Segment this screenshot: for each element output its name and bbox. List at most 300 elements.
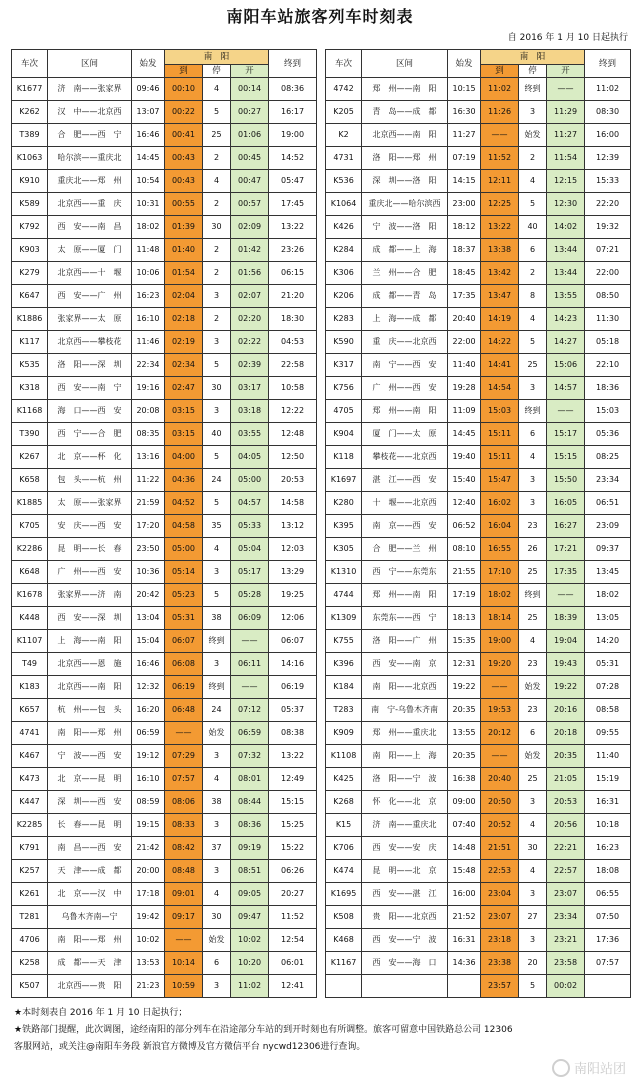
route: 南 阳——上 海 xyxy=(362,745,448,768)
stop-minutes: 5 xyxy=(203,584,231,607)
table-row xyxy=(12,101,317,124)
terminal-arrival: 12:49 xyxy=(269,768,317,791)
route: 深 圳——西 安 xyxy=(48,791,132,814)
stop-minutes: 5 xyxy=(519,975,547,998)
arrive-time: 02:04 xyxy=(165,285,203,308)
timetable-right xyxy=(325,49,631,998)
train-number: T49 xyxy=(12,653,48,676)
origin-departure: 13:16 xyxy=(132,446,165,469)
terminal-arrival: 17:36 xyxy=(585,929,631,952)
train-number: K590 xyxy=(326,331,362,354)
stop-minutes: 4 xyxy=(203,170,231,193)
arrive-time: 14:41 xyxy=(481,354,519,377)
table-row xyxy=(12,584,317,607)
table-row xyxy=(326,170,631,193)
stop-minutes: 终到 xyxy=(519,400,547,423)
terminal-arrival: 10:58 xyxy=(269,377,317,400)
depart-time: 11:54 xyxy=(547,147,585,170)
stop-minutes: 24 xyxy=(203,469,231,492)
depart-time: 05:28 xyxy=(231,584,269,607)
train-number: K261 xyxy=(12,883,48,906)
train-number: K507 xyxy=(12,975,48,998)
depart-time: 08:44 xyxy=(231,791,269,814)
route: 北京西——贵 阳 xyxy=(48,975,132,998)
train-number: T281 xyxy=(12,906,48,929)
origin-departure: 12:40 xyxy=(448,492,481,515)
terminal-arrival: 18:36 xyxy=(585,377,631,400)
terminal-arrival: 11:02 xyxy=(585,78,631,101)
table-row xyxy=(12,906,317,929)
depart-time: 06:59 xyxy=(231,722,269,745)
depart-time: 11:29 xyxy=(547,101,585,124)
stop-minutes: 23 xyxy=(519,699,547,722)
route: 南 阳——郑 州 xyxy=(48,929,132,952)
stop-minutes: 3 xyxy=(519,377,547,400)
stop-minutes: 25 xyxy=(519,607,547,630)
stop-minutes: 始发 xyxy=(203,722,231,745)
origin-departure: 18:45 xyxy=(448,262,481,285)
depart-time: 15:06 xyxy=(547,354,585,377)
arrive-time: 19:00 xyxy=(481,630,519,653)
depart-time: 15:17 xyxy=(547,423,585,446)
arrive-time: 13:47 xyxy=(481,285,519,308)
depart-time: 22:57 xyxy=(547,860,585,883)
route: 南 阳——郑 州 xyxy=(48,722,132,745)
stop-minutes: 2 xyxy=(203,147,231,170)
origin-departure: 16:30 xyxy=(448,101,481,124)
table-row xyxy=(326,101,631,124)
depart-time: 01:56 xyxy=(231,262,269,285)
table-row xyxy=(12,814,317,837)
table-row xyxy=(326,952,631,975)
route: 东莞东——西 宁 xyxy=(362,607,448,630)
arrive-time: 23:04 xyxy=(481,883,519,906)
stop-minutes: 始发 xyxy=(519,124,547,147)
train-number: K903 xyxy=(12,239,48,262)
terminal-arrival: 23:34 xyxy=(585,469,631,492)
train-number: K910 xyxy=(12,170,48,193)
depart-time: 20:18 xyxy=(547,722,585,745)
origin-departure: 10:54 xyxy=(132,170,165,193)
arrive-time: 10:59 xyxy=(165,975,203,998)
train-number: K792 xyxy=(12,216,48,239)
train-number: K183 xyxy=(12,676,48,699)
table-row xyxy=(12,722,317,745)
origin-departure: 21:42 xyxy=(132,837,165,860)
route: 太 原——张家界 xyxy=(48,492,132,515)
table-row xyxy=(12,78,317,101)
route: 湛 江——西 安 xyxy=(362,469,448,492)
origin-departure: 20:40 xyxy=(448,308,481,331)
terminal-arrival: 13:12 xyxy=(269,515,317,538)
table-row xyxy=(326,906,631,929)
table-row xyxy=(12,837,317,860)
terminal-arrival: 22:58 xyxy=(269,354,317,377)
depart-time: —— xyxy=(231,630,269,653)
train-number: K117 xyxy=(12,331,48,354)
stop-minutes: 30 xyxy=(203,377,231,400)
table-row xyxy=(12,538,317,561)
stop-minutes: 5 xyxy=(203,446,231,469)
train-number: K756 xyxy=(326,377,362,400)
train-number: K909 xyxy=(326,722,362,745)
origin-departure: 19:12 xyxy=(132,745,165,768)
header-station: 南 阳 xyxy=(481,50,585,65)
route: 西 宁——东莞东 xyxy=(362,561,448,584)
route: 洛 阳——深 圳 xyxy=(48,354,132,377)
train-number: K1107 xyxy=(12,630,48,653)
stop-minutes: 3 xyxy=(519,101,547,124)
terminal-arrival: 13:22 xyxy=(269,216,317,239)
origin-departure: 18:13 xyxy=(448,607,481,630)
depart-time: 00:27 xyxy=(231,101,269,124)
terminal-arrival: 19:32 xyxy=(585,216,631,239)
route: 西 安——安 庆 xyxy=(362,837,448,860)
terminal-arrival: 15:15 xyxy=(269,791,317,814)
route: 西 宁——合 肥 xyxy=(48,423,132,446)
arrive-time: 16:02 xyxy=(481,492,519,515)
train-number: K258 xyxy=(12,952,48,975)
origin-departure: 11:22 xyxy=(132,469,165,492)
depart-time: 08:51 xyxy=(231,860,269,883)
origin-departure: 20:08 xyxy=(132,400,165,423)
notes xyxy=(14,1005,626,1056)
table-row xyxy=(326,262,631,285)
terminal-arrival: 23:09 xyxy=(585,515,631,538)
terminal-arrival: 14:58 xyxy=(269,492,317,515)
train-number: K184 xyxy=(326,676,362,699)
depart-time: 12:15 xyxy=(547,170,585,193)
train-number: K473 xyxy=(12,768,48,791)
stop-minutes: 3 xyxy=(203,331,231,354)
terminal-arrival: 13:22 xyxy=(269,745,317,768)
origin-departure: 14:36 xyxy=(448,952,481,975)
train-number: T389 xyxy=(12,124,48,147)
route: 郑 州——重庆北 xyxy=(362,722,448,745)
table-row xyxy=(326,147,631,170)
note-line: ★铁路部门提醒，此次调图，途经南阳的部分列车在沿途部分车站的到开时刻也有所调整。旅客可留意中国铁路总公司 12306 xyxy=(14,1025,513,1035)
terminal-arrival: 12:06 xyxy=(269,607,317,630)
stop-minutes: 3 xyxy=(203,975,231,998)
table-row xyxy=(12,699,317,722)
train-number: K206 xyxy=(326,285,362,308)
route: 青 岛——成 都 xyxy=(362,101,448,124)
arrive-time: 08:33 xyxy=(165,814,203,837)
arrive-time: 15:03 xyxy=(481,400,519,423)
depart-time: 06:11 xyxy=(231,653,269,676)
stop-minutes: 2 xyxy=(519,262,547,285)
depart-time: 01:42 xyxy=(231,239,269,262)
route: 郑 州——南 阳 xyxy=(362,584,448,607)
origin-departure: 19:16 xyxy=(132,377,165,400)
header-depart: 开 xyxy=(547,65,585,78)
watermark-text: 南阳站团 xyxy=(573,1062,626,1077)
train-number: K1677 xyxy=(12,78,48,101)
table-row xyxy=(12,308,317,331)
arrive-time: 20:50 xyxy=(481,791,519,814)
depart-time: 19:43 xyxy=(547,653,585,676)
table-row xyxy=(326,446,631,469)
route: 哈尔滨——重庆北 xyxy=(48,147,132,170)
table-row xyxy=(12,377,317,400)
terminal-arrival: 12:50 xyxy=(269,446,317,469)
origin-departure: 23:00 xyxy=(448,193,481,216)
route: 北京西——十 堰 xyxy=(48,262,132,285)
train-number: K536 xyxy=(326,170,362,193)
origin-departure: 14:15 xyxy=(448,170,481,193)
arrive-time: 14:54 xyxy=(481,377,519,400)
header-train: 车次 xyxy=(12,50,48,78)
terminal-arrival: 15:33 xyxy=(585,170,631,193)
table-row xyxy=(326,699,631,722)
train-number: K1885 xyxy=(12,492,48,515)
header-terminal-arr: 终到 xyxy=(269,50,317,78)
origin-departure: 22:00 xyxy=(448,331,481,354)
train-number: K284 xyxy=(326,239,362,262)
terminal-arrival: 11:30 xyxy=(585,308,631,331)
arrive-time: 00:55 xyxy=(165,193,203,216)
terminal-arrival: 07:28 xyxy=(585,676,631,699)
train-number: K467 xyxy=(12,745,48,768)
stop-minutes: 25 xyxy=(519,561,547,584)
train-number: K2 xyxy=(326,124,362,147)
route: 北京西——南 阳 xyxy=(48,676,132,699)
route: 北 京——汉 中 xyxy=(48,883,132,906)
table-row xyxy=(12,262,317,285)
route: 重 庆——北京西 xyxy=(362,331,448,354)
depart-time: —— xyxy=(547,400,585,423)
terminal-arrival: 11:40 xyxy=(585,745,631,768)
header-route: 区间 xyxy=(362,50,448,78)
train-number: K755 xyxy=(326,630,362,653)
origin-departure: 06:59 xyxy=(132,722,165,745)
train-number: 4705 xyxy=(326,400,362,423)
origin-departure: 15:48 xyxy=(448,860,481,883)
origin-departure: 08:35 xyxy=(132,423,165,446)
depart-time: 07:12 xyxy=(231,699,269,722)
depart-time: 11:02 xyxy=(231,975,269,998)
origin-departure: 10:15 xyxy=(448,78,481,101)
route: 昆 明——北 京 xyxy=(362,860,448,883)
terminal-arrival: 15:19 xyxy=(585,768,631,791)
route: 北 京——杯 化 xyxy=(48,446,132,469)
stop-minutes: 5 xyxy=(203,354,231,377)
table-row xyxy=(326,745,631,768)
arrive-time: 04:58 xyxy=(165,515,203,538)
table-row xyxy=(326,308,631,331)
table-row xyxy=(12,170,317,193)
table-row xyxy=(326,515,631,538)
terminal-arrival: 04:53 xyxy=(269,331,317,354)
terminal-arrival: 08:38 xyxy=(269,722,317,745)
table-row xyxy=(12,331,317,354)
arrive-time: 22:53 xyxy=(481,860,519,883)
depart-time: 17:35 xyxy=(547,561,585,584)
arrive-time: 02:18 xyxy=(165,308,203,331)
route: 太 原——厦 门 xyxy=(48,239,132,262)
depart-time: 03:17 xyxy=(231,377,269,400)
train-number: K267 xyxy=(12,446,48,469)
route: 北京西——攀枝花 xyxy=(48,331,132,354)
train-number: K474 xyxy=(326,860,362,883)
stop-minutes: 始发 xyxy=(203,929,231,952)
terminal-arrival: 06:26 xyxy=(269,860,317,883)
table-row xyxy=(326,78,631,101)
depart-time: 04:05 xyxy=(231,446,269,469)
watermark xyxy=(552,1058,626,1077)
table-row xyxy=(12,676,317,699)
route: 洛 阳——宁 波 xyxy=(362,768,448,791)
arrive-time: 14:19 xyxy=(481,308,519,331)
arrive-time: 00:43 xyxy=(165,170,203,193)
terminal-arrival: 08:36 xyxy=(269,78,317,101)
depart-time: 09:05 xyxy=(231,883,269,906)
route: 张家界——济 南 xyxy=(48,584,132,607)
arrive-time: 12:25 xyxy=(481,193,519,216)
stop-minutes: 2 xyxy=(519,147,547,170)
route: 北京西——南 阳 xyxy=(362,124,448,147)
stop-minutes: 20 xyxy=(519,952,547,975)
header-terminal-arr: 终到 xyxy=(585,50,631,78)
stop-minutes: 4 xyxy=(519,446,547,469)
terminal-arrival: 22:10 xyxy=(585,354,631,377)
arrive-time: 12:11 xyxy=(481,170,519,193)
route: 成 都——上 海 xyxy=(362,239,448,262)
stop-minutes: 4 xyxy=(203,768,231,791)
origin-departure: 15:04 xyxy=(132,630,165,653)
terminal-arrival: 10:18 xyxy=(585,814,631,837)
train-number: 4706 xyxy=(12,929,48,952)
route: 贵 阳——北京西 xyxy=(362,906,448,929)
stop-minutes: 37 xyxy=(203,837,231,860)
stop-minutes: 3 xyxy=(519,492,547,515)
arrive-time: 10:14 xyxy=(165,952,203,975)
terminal-arrival: 07:21 xyxy=(585,239,631,262)
table-row xyxy=(326,975,631,998)
terminal-arrival: 19:25 xyxy=(269,584,317,607)
arrive-time: 08:48 xyxy=(165,860,203,883)
route: 合 肥——兰 州 xyxy=(362,538,448,561)
route: 南 京——西 安 xyxy=(362,515,448,538)
wechat-logo-icon xyxy=(552,1059,570,1077)
stop-minutes: 终到 xyxy=(203,676,231,699)
table-row xyxy=(12,607,317,630)
depart-time: 15:15 xyxy=(547,446,585,469)
terminal-arrival: 22:20 xyxy=(585,193,631,216)
train-number: T390 xyxy=(12,423,48,446)
origin-departure: 19:15 xyxy=(132,814,165,837)
train-number: K468 xyxy=(326,929,362,952)
terminal-arrival: 08:50 xyxy=(585,285,631,308)
train-number: K257 xyxy=(12,860,48,883)
table-row xyxy=(12,860,317,883)
stop-minutes: 30 xyxy=(203,906,231,929)
origin-departure: 16:20 xyxy=(132,699,165,722)
stop-minutes: 2 xyxy=(203,193,231,216)
depart-time: —— xyxy=(231,676,269,699)
arrive-time: 01:54 xyxy=(165,262,203,285)
arrive-time: 13:42 xyxy=(481,262,519,285)
table-row xyxy=(12,745,317,768)
route: 济 南——张家界 xyxy=(48,78,132,101)
arrive-time: 08:06 xyxy=(165,791,203,814)
stop-minutes: 3 xyxy=(203,814,231,837)
depart-time: 06:09 xyxy=(231,607,269,630)
note-line: ★本时刻表自 2016 年 1 月 10 日起执行； xyxy=(14,1008,188,1018)
stop-minutes: 2 xyxy=(203,308,231,331)
train-number: K657 xyxy=(12,699,48,722)
table-row xyxy=(12,239,317,262)
depart-time: 12:30 xyxy=(547,193,585,216)
arrive-time: 11:52 xyxy=(481,147,519,170)
arrive-time: 04:36 xyxy=(165,469,203,492)
route: 北京西——恩 施 xyxy=(48,653,132,676)
origin-departure: 14:45 xyxy=(132,147,165,170)
origin-departure: 13:04 xyxy=(132,607,165,630)
depart-time: 03:18 xyxy=(231,400,269,423)
train-number: K395 xyxy=(326,515,362,538)
origin-departure: 21:52 xyxy=(448,906,481,929)
depart-time: 15:50 xyxy=(547,469,585,492)
depart-time: 02:39 xyxy=(231,354,269,377)
route: 西 安——湛 江 xyxy=(362,883,448,906)
train-number: K658 xyxy=(12,469,48,492)
arrive-time: 23:07 xyxy=(481,906,519,929)
route: 洛 阳——郑 州 xyxy=(362,147,448,170)
arrive-time: 06:08 xyxy=(165,653,203,676)
table-row xyxy=(326,630,631,653)
route xyxy=(362,975,448,998)
terminal-arrival: 15:25 xyxy=(269,814,317,837)
depart-time: 02:22 xyxy=(231,331,269,354)
origin-departure: 23:50 xyxy=(132,538,165,561)
terminal-arrival: 18:30 xyxy=(269,308,317,331)
terminal-arrival: 08:25 xyxy=(585,446,631,469)
stop-minutes: 5 xyxy=(203,492,231,515)
arrive-time: 23:38 xyxy=(481,952,519,975)
table-row xyxy=(12,791,317,814)
train-number: K305 xyxy=(326,538,362,561)
stop-minutes: 终到 xyxy=(519,584,547,607)
stop-minutes: 3 xyxy=(519,469,547,492)
origin-departure: 07:40 xyxy=(448,814,481,837)
depart-time: 05:04 xyxy=(231,538,269,561)
origin-departure: 16:38 xyxy=(448,768,481,791)
terminal-arrival: 14:20 xyxy=(585,630,631,653)
route: 西 安——南 京 xyxy=(362,653,448,676)
terminal-arrival: 06:19 xyxy=(269,676,317,699)
origin-departure: 18:12 xyxy=(448,216,481,239)
depart-time: 02:20 xyxy=(231,308,269,331)
arrive-time: 19:20 xyxy=(481,653,519,676)
origin-departure: 21:59 xyxy=(132,492,165,515)
terminal-arrival: 05:37 xyxy=(269,699,317,722)
route: 西 安——宁 波 xyxy=(362,929,448,952)
header-arrive: 到 xyxy=(481,65,519,78)
table-row xyxy=(12,147,317,170)
table-row xyxy=(12,561,317,584)
route: 宁 波——洛 阳 xyxy=(362,216,448,239)
table-row xyxy=(12,515,317,538)
train-number: K306 xyxy=(326,262,362,285)
route: 北京西——重 庆 xyxy=(48,193,132,216)
origin-departure: 16:31 xyxy=(448,929,481,952)
origin-departure: 10:02 xyxy=(132,929,165,952)
route: 重庆北——郑 州 xyxy=(48,170,132,193)
arrive-time: 05:00 xyxy=(165,538,203,561)
route: 杭 州——包 头 xyxy=(48,699,132,722)
origin-departure: 17:19 xyxy=(448,584,481,607)
